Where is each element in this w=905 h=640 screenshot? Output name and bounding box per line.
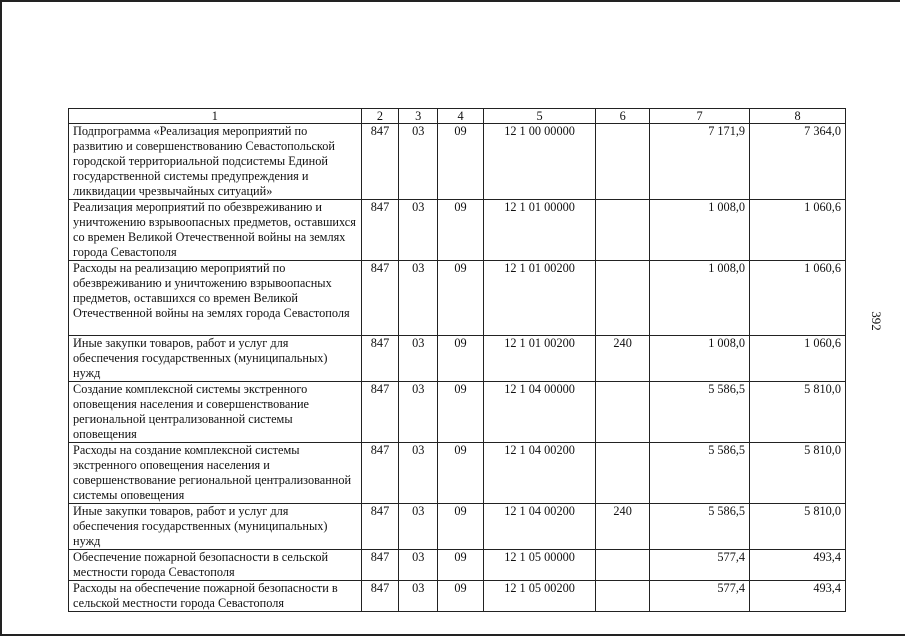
row-code-4: 09 xyxy=(438,382,484,443)
header-col-8: 8 xyxy=(750,109,846,124)
row-amount-7: 5 586,5 xyxy=(650,443,750,504)
table-row xyxy=(69,336,846,382)
row-amount-8: 5 810,0 xyxy=(750,443,846,504)
row-code-5: 12 1 00 00000 xyxy=(483,124,595,200)
header-col-7: 7 xyxy=(650,109,750,124)
table-row xyxy=(69,382,846,443)
header-col-1: 1 xyxy=(69,109,362,124)
row-name: Обеспечение пожарной безопасности в сельской местности города Севастополя xyxy=(69,550,362,581)
table-row xyxy=(69,504,846,550)
row-amount-8: 5 810,0 xyxy=(750,504,846,550)
row-code-6: 240 xyxy=(596,504,650,550)
row-code-4: 09 xyxy=(438,200,484,261)
row-amount-7: 577,4 xyxy=(650,550,750,581)
row-code-2: 847 xyxy=(361,336,399,382)
row-amount-8: 5 810,0 xyxy=(750,382,846,443)
row-code-3: 03 xyxy=(399,200,438,261)
header-row xyxy=(69,109,846,124)
table-row xyxy=(69,200,846,261)
row-code-6 xyxy=(596,124,650,200)
row-code-6 xyxy=(596,443,650,504)
budget-table xyxy=(68,108,846,612)
row-code-2: 847 xyxy=(361,550,399,581)
row-code-5: 12 1 01 00000 xyxy=(483,200,595,261)
row-code-4: 09 xyxy=(438,504,484,550)
row-amount-7: 7 171,9 xyxy=(650,124,750,200)
row-code-6 xyxy=(596,382,650,443)
page-border-top xyxy=(0,0,900,2)
row-code-2: 847 xyxy=(361,124,399,200)
row-amount-8: 7 364,0 xyxy=(750,124,846,200)
row-name: Расходы на реализацию мероприятий по обезвреживанию и уничтожению взрывоопасных предметов, оставшихся со времен Великой Отечественной войны на землях города Севастополя xyxy=(69,261,362,336)
row-amount-7: 5 586,5 xyxy=(650,382,750,443)
row-code-6 xyxy=(596,581,650,612)
row-code-2: 847 xyxy=(361,200,399,261)
table-body xyxy=(69,124,846,612)
row-code-4: 09 xyxy=(438,550,484,581)
page-number: 392 xyxy=(868,311,884,331)
row-code-4: 09 xyxy=(438,581,484,612)
row-code-6 xyxy=(596,200,650,261)
row-code-5: 12 1 05 00000 xyxy=(483,550,595,581)
row-amount-7: 577,4 xyxy=(650,581,750,612)
row-name: Создание комплексной системы экстренного оповещения населения и совершенствование региональной централизованной системы оповещения xyxy=(69,382,362,443)
row-code-5: 12 1 04 00200 xyxy=(483,504,595,550)
table-row xyxy=(69,550,846,581)
row-name: Расходы на создание комплексной системы экстренного оповещения населения и совершенствование региональной централизованной системы оповещения xyxy=(69,443,362,504)
row-code-5: 12 1 04 00200 xyxy=(483,443,595,504)
table-row xyxy=(69,443,846,504)
row-code-6: 240 xyxy=(596,336,650,382)
row-code-4: 09 xyxy=(438,443,484,504)
row-code-4: 09 xyxy=(438,336,484,382)
row-name: Подпрограмма «Реализация мероприятий по развитию и совершенствованию Севастопольской городской территориальной подсистемы Единой государственной системы предупреждения и ликвидации чрезвычайных ситуаций» xyxy=(69,124,362,200)
row-code-5: 12 1 01 00200 xyxy=(483,336,595,382)
row-code-5: 12 1 01 00200 xyxy=(483,261,595,336)
row-name: Иные закупки товаров, работ и услуг для обеспечения государственных (муниципальных) нужд xyxy=(69,504,362,550)
table-row xyxy=(69,581,846,612)
header-col-5: 5 xyxy=(483,109,595,124)
row-code-2: 847 xyxy=(361,581,399,612)
row-code-6 xyxy=(596,550,650,581)
row-code-2: 847 xyxy=(361,504,399,550)
page-border-bottom xyxy=(0,634,905,636)
row-amount-8: 493,4 xyxy=(750,581,846,612)
row-code-3: 03 xyxy=(399,124,438,200)
row-amount-7: 5 586,5 xyxy=(650,504,750,550)
row-code-5: 12 1 05 00200 xyxy=(483,581,595,612)
header-col-3: 3 xyxy=(399,109,438,124)
page-border-left xyxy=(0,0,2,635)
header-col-4: 4 xyxy=(438,109,484,124)
row-code-4: 09 xyxy=(438,124,484,200)
row-code-3: 03 xyxy=(399,261,438,336)
header-col-2: 2 xyxy=(361,109,399,124)
table-row xyxy=(69,261,846,336)
row-amount-8: 1 060,6 xyxy=(750,261,846,336)
row-code-3: 03 xyxy=(399,382,438,443)
row-amount-7: 1 008,0 xyxy=(650,200,750,261)
row-code-2: 847 xyxy=(361,443,399,504)
row-code-3: 03 xyxy=(399,504,438,550)
row-code-3: 03 xyxy=(399,550,438,581)
row-code-3: 03 xyxy=(399,336,438,382)
header-col-6: 6 xyxy=(596,109,650,124)
row-code-2: 847 xyxy=(361,382,399,443)
row-code-3: 03 xyxy=(399,443,438,504)
row-name: Реализация мероприятий по обезвреживанию и уничтожению взрывоопасных предметов, оставшихся со времен Великой Отечественной войны на землях города Севастополя xyxy=(69,200,362,261)
row-code-3: 03 xyxy=(399,581,438,612)
row-amount-8: 1 060,6 xyxy=(750,200,846,261)
row-code-4: 09 xyxy=(438,261,484,336)
row-name: Расходы на обеспечение пожарной безопасности в сельской местности города Севастополя xyxy=(69,581,362,612)
table-row xyxy=(69,124,846,200)
table-header xyxy=(69,109,846,124)
row-amount-8: 493,4 xyxy=(750,550,846,581)
row-code-6 xyxy=(596,261,650,336)
row-code-5: 12 1 04 00000 xyxy=(483,382,595,443)
row-code-2: 847 xyxy=(361,261,399,336)
row-amount-8: 1 060,6 xyxy=(750,336,846,382)
row-name: Иные закупки товаров, работ и услуг для обеспечения государственных (муниципальных) нужд xyxy=(69,336,362,382)
row-amount-7: 1 008,0 xyxy=(650,336,750,382)
row-amount-7: 1 008,0 xyxy=(650,261,750,336)
